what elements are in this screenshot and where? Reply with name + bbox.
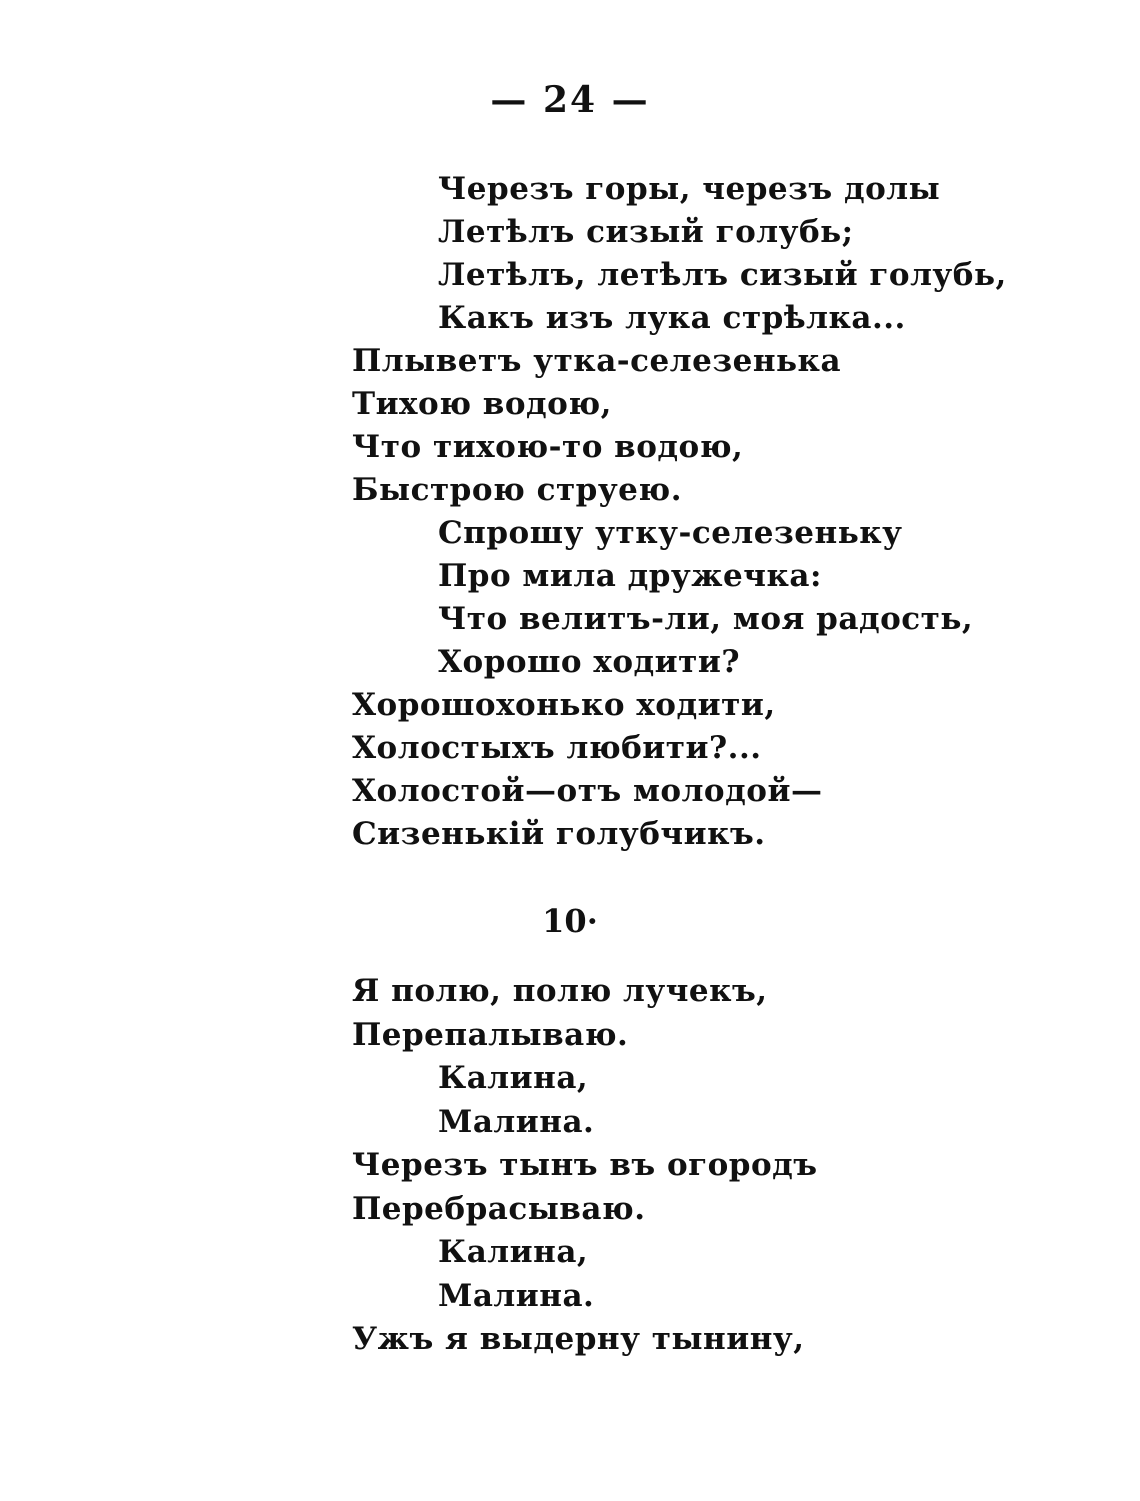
poem-line: Малина. — [438, 1103, 595, 1140]
poem-line: Какъ изъ лука стрѣлка... — [438, 300, 906, 336]
poem-line: Перебрасываю. — [352, 1190, 646, 1227]
poem-line: Ужъ я выдерну тынину, — [352, 1321, 805, 1357]
poem-line: Я полю, полю лучекъ, — [352, 973, 768, 1009]
poem-line: Про мила дружечка: — [438, 558, 822, 594]
poem-line: Плыветъ утка-селезенька — [352, 343, 842, 379]
poem-line: Хорошохонько ходити, — [352, 687, 776, 723]
section-number: 10· — [542, 902, 598, 940]
poem-line: Черезъ тынъ въ огородъ — [352, 1147, 818, 1183]
poem-line: Калина, — [438, 1060, 589, 1096]
poem-line: Холостыхъ любити?... — [352, 730, 762, 766]
poem-line: Летѣлъ, летѣлъ сизый голубь, — [438, 257, 1007, 293]
page-number: — 24 — — [490, 79, 650, 121]
poem-line: Что тихою-то водою, — [352, 429, 744, 465]
poem-line: Что велитъ-ли, моя радость, — [438, 601, 974, 637]
poem-line: Калина, — [438, 1234, 589, 1270]
poem-line: Спрошу утку-селезеньку — [438, 515, 903, 551]
poem-line: Летѣлъ сизый голубь; — [438, 214, 854, 250]
poem-line: Быстрою струею. — [352, 472, 682, 508]
poem-stanza-1 — [352, 168, 1007, 856]
poem-line: Малина. — [438, 1277, 595, 1314]
poem-line: Холостой—отъ молодой— — [352, 773, 823, 809]
poem-stanza-2 — [352, 970, 818, 1362]
poem-line: Перепалываю. — [352, 1016, 629, 1053]
poem-line: Черезъ горы, черезъ долы — [438, 171, 941, 207]
poem-line: Хорошо ходити? — [438, 644, 741, 680]
poem-line: Тихою водою, — [352, 386, 612, 422]
poem-line: Сизенькій голубчикъ. — [352, 816, 766, 852]
